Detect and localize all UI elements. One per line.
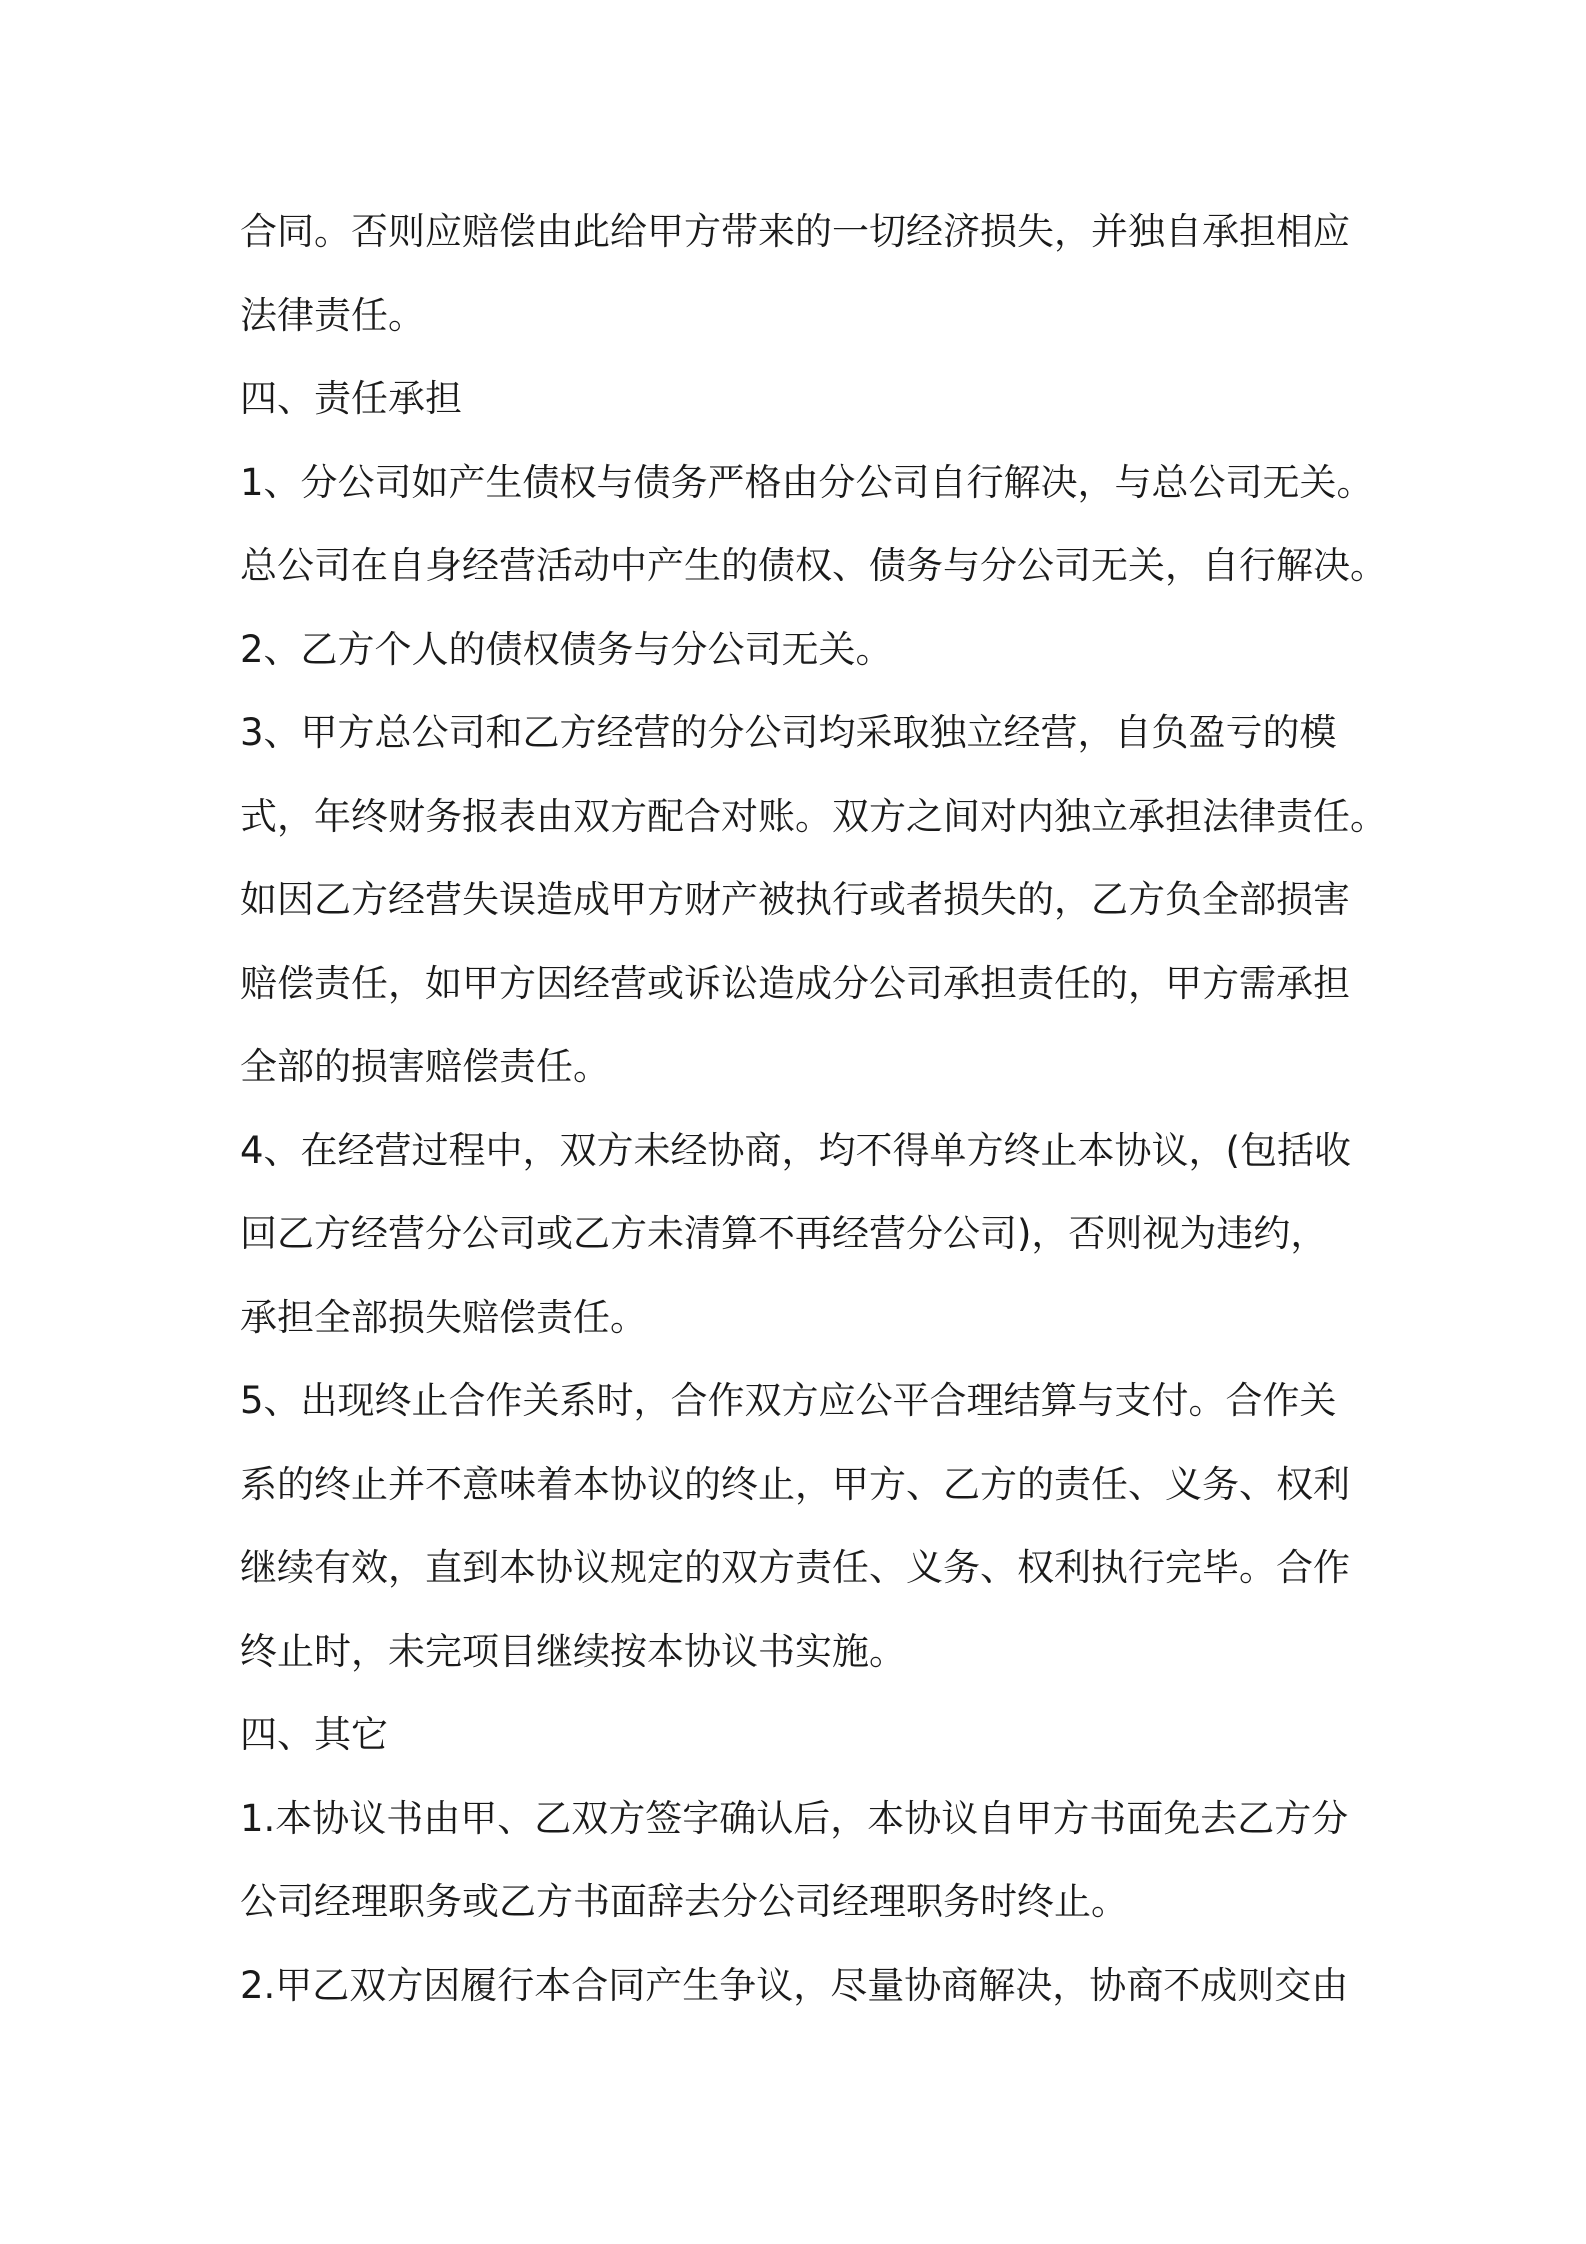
text-line: 回乙方经营分公司或乙方未清算不再经营分公司)，否则视为违约， <box>240 1212 1328 1255</box>
section-heading: 四、责任承担 <box>240 377 462 420</box>
text-line: 如因乙方经营失误造成甲方财产被执行或者损失的，乙方负全部损害 <box>240 878 1350 921</box>
text-line: 赔偿责任，如甲方因经营或诉讼造成分公司承担责任的，甲方需承担 <box>240 961 1350 1005</box>
text-line: 1、分公司如产生债权与债务严格由分公司自行解决，与总公司无关。 <box>240 460 1374 504</box>
text-line: 系的终止并不意味着本协议的终止，甲方、乙方的责任、义务、权利 <box>240 1462 1350 1506</box>
text-line: 公司经理职务或乙方书面辞去分公司经理职务时终止。 <box>240 1880 1128 1923</box>
text-line: 3、甲方总公司和乙方经营的分公司均采取独立经营，自负盈亏的模 <box>240 711 1337 754</box>
text-line: 总公司在自身经营活动中产生的债权、债务与分公司无关，自行解决。 <box>240 544 1387 587</box>
section-heading: 四、其它 <box>240 1713 388 1756</box>
text-line: 1.本协议书由甲、乙双方签字确认后，本协议自甲方书面免去乙方分 <box>240 1796 1349 1840</box>
text-line: 承担全部损失赔偿责任。 <box>240 1295 647 1339</box>
text-line: 法律责任。 <box>240 293 425 337</box>
document-body <box>240 190 1387 2027</box>
text-line: 全部的损害赔偿责任。 <box>240 1045 610 1088</box>
text-line: 5、出现终止合作关系时，合作双方应公平合理结算与支付。合作关 <box>240 1379 1337 1422</box>
text-line: 终止时，未完项目继续按本协议书实施。 <box>240 1629 906 1673</box>
text-line: 2、乙方个人的债权债务与分公司无关。 <box>240 627 893 671</box>
text-line: 2.甲乙双方因履行本合同产生争议，尽量协商解决，协商不成则交由 <box>240 1963 1349 2007</box>
text-line: 式，年终财务报表由双方配合对账。双方之间对内独立承担法律责任。 <box>240 794 1387 838</box>
text-line: 继续有效，直到本协议规定的双方责任、义务、权利执行完毕。合作 <box>240 1546 1350 1589</box>
text-line: 4、在经营过程中，双方未经协商，均不得单方终止本协议，(包括收 <box>240 1128 1351 1172</box>
text-line: 合同。否则应赔偿由此给甲方带来的一切经济损失，并独自承担相应 <box>240 210 1350 253</box>
